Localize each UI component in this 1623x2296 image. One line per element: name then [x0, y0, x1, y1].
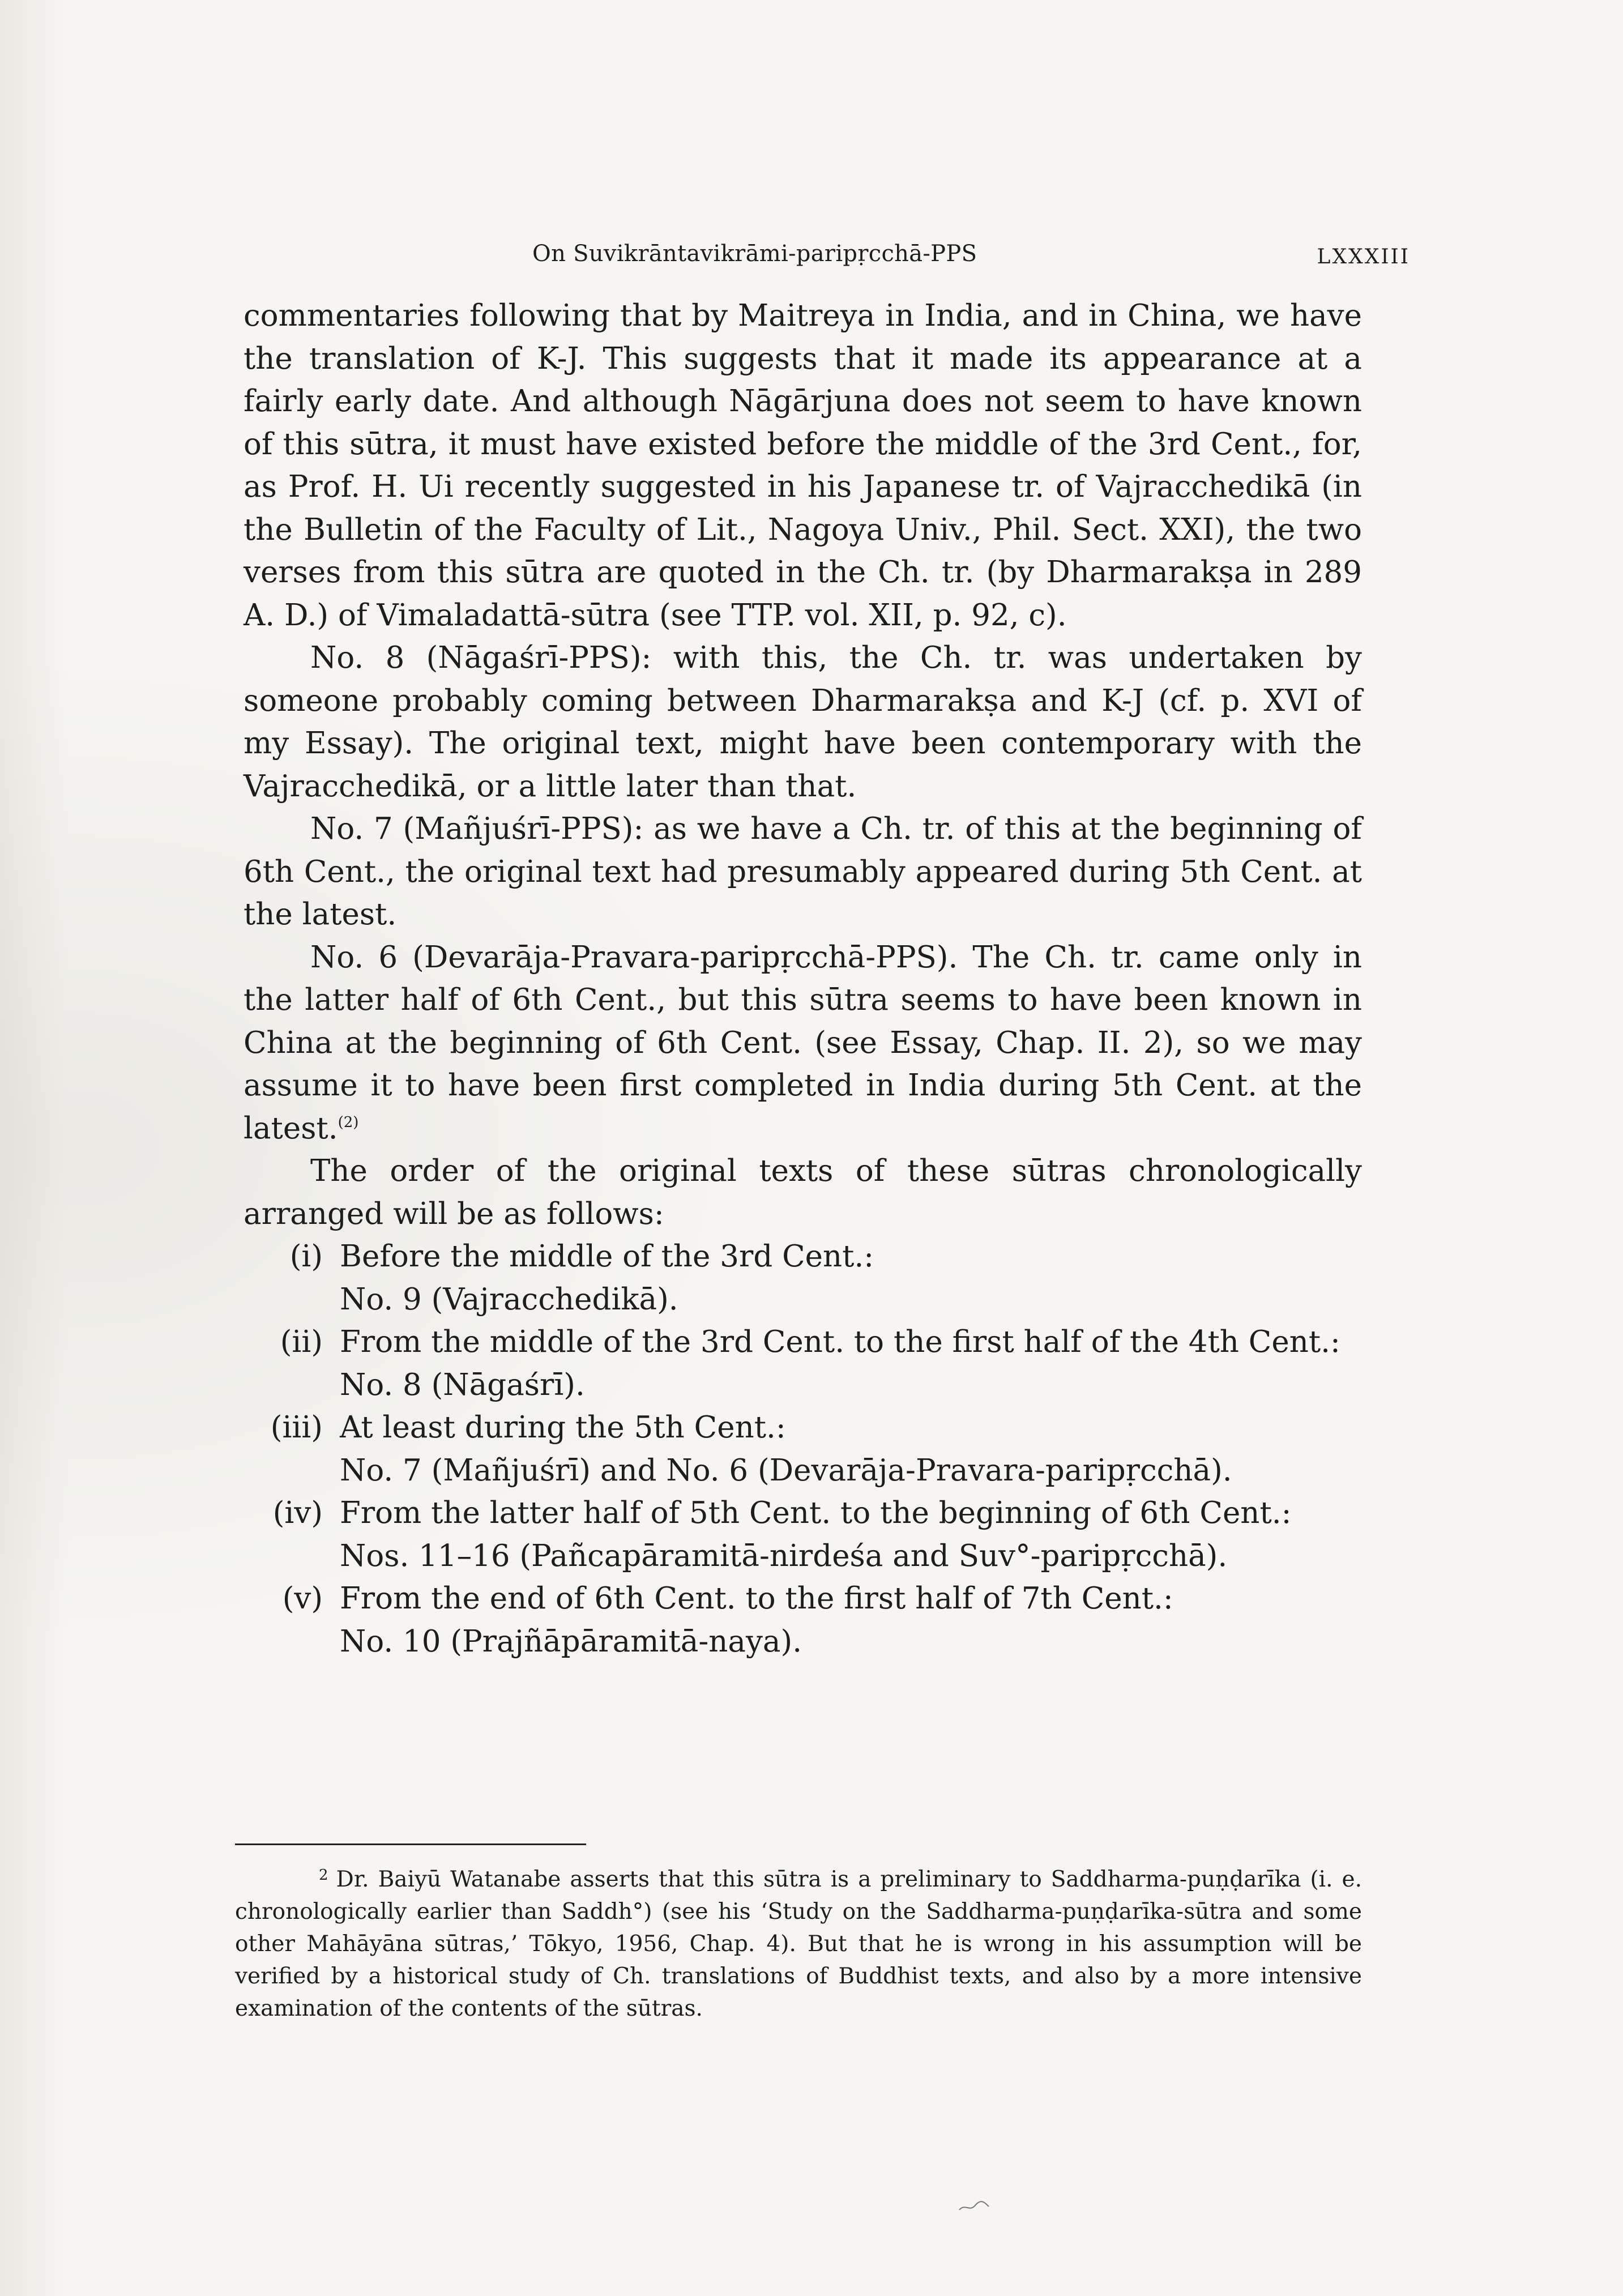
- list-item-period: Before the middle of the 3rd Cent.:: [340, 1239, 874, 1274]
- list-item-texts: Nos. 11–16 (Pañcapāramitā-nirdeśa and Suv°-paripṛcchā).: [340, 1538, 1228, 1573]
- list-item-texts: No. 9 (Vajracchedikā).: [340, 1282, 678, 1317]
- list-item-number: (i): [289, 1239, 323, 1274]
- list-item-period: From the middle of the 3rd Cent. to the first half of the 4th Cent.:: [340, 1325, 1340, 1359]
- page-number: LXXXIII: [1317, 245, 1410, 268]
- list-item-period: At least during the 5th Cent.:: [340, 1410, 786, 1445]
- paragraph-order-intro: The order of the original texts of these sūtras chronologically arranged will be as follows:: [244, 1154, 1362, 1231]
- list-item: [244, 1321, 1362, 1364]
- list-item: [244, 1406, 1362, 1449]
- paragraph-nagasri: No. 8 (Nāgaśrī-PPS): with this, the Ch. tr. was undertaken by someone probably coming between Dharmarakṣa and K-J (cf. p. XVI of my Essay). The original text, might have been contemporary with the Vajracchedikā, or a little later than that.: [244, 641, 1362, 804]
- list-item-texts: No. 7 (Mañjuśrī) and No. 6 (Devarāja-Pravara-paripṛcchā).: [340, 1453, 1232, 1488]
- pencil-mark-icon: [957, 2197, 991, 2214]
- list-item-number: (ii): [280, 1325, 323, 1359]
- list-item-number: (v): [282, 1581, 323, 1616]
- list-item: [244, 1577, 1362, 1620]
- footnote: [235, 1863, 1362, 2025]
- footnote-mark: 2: [319, 1867, 328, 1884]
- paragraph-continuation: commentaries following that by Maitreya in India, and in China, we have the translation of K-J. This suggests that it made its appearance at a fairly early date. And although Nāgārjuna does not seem to have known of this sūtra, it must have existed before the middle of the 3rd Cent., for, as Prof. H. Ui recently suggested in his Japanese tr. of Vajracchedikā (in the Bulletin of the Faculty of Lit., Nagoya Univ., Phil. Sect. XXI), the two verses from this sūtra are quoted in the Ch. tr. (by Dharmarakṣa in 289 A. D.) of Vimaladattā-sūtra (see TTP. vol. XII, p. 92, c).: [244, 298, 1362, 633]
- list-item-texts: No. 8 (Nāgaśrī).: [340, 1367, 585, 1402]
- list-item-number: (iv): [272, 1496, 323, 1530]
- paragraph-manjusri: No. 7 (Mañjuśrī-PPS): as we have a Ch. tr. of this at the beginning of 6th Cent., the original text had presumably appeared during 5th Cent. at the latest.: [244, 812, 1362, 932]
- main-text: [244, 295, 1362, 1663]
- running-title: On Suvikrāntavikrāmi-paripṛcchā-PPS: [532, 241, 977, 267]
- paragraph-devaraja-text: No. 6 (Devarāja-Pravara-paripṛcchā-PPS). The Ch. tr. came only in the latter half of 6th Cent., but this sūtra seems to have been known in China at the beginning of 6th Cent. (see Essay, Chap. II. 2), so we may assume it to have been first completed in India during 5th Cent. at the latest.: [244, 940, 1362, 1146]
- list-item-texts: No. 10 (Prajñāpāramitā-naya).: [340, 1624, 802, 1659]
- list-item-period: From the latter half of 5th Cent. to the beginning of 6th Cent.:: [340, 1496, 1292, 1530]
- list-item: [244, 1235, 1362, 1278]
- list-item-period: From the end of 6th Cent. to the first half of 7th Cent.:: [340, 1581, 1173, 1616]
- footnote-text: Dr. Baiyū Watanabe asserts that this sūtra is a preliminary to Saddharma-puṇḍarīka (i. e. chronologically earlier than Saddh°) (see his ‘Study on the Saddharma-puṇḍarīka-sūtra and some other Mahāyāna sūtras,’ Tōkyo, 1956, Chap. 4). But that he is wrong in his assumption will be verified by a historical study of Ch. translations of Buddhist texts, and also by a more intensive examination of the contents of the sūtras.: [235, 1867, 1362, 2021]
- list-item-number: (iii): [270, 1410, 323, 1445]
- footnote-reference: (2): [338, 1113, 359, 1131]
- chronology-list: [244, 1235, 1362, 1663]
- paragraph-devaraja: [244, 936, 1362, 1150]
- list-item: [244, 1492, 1362, 1535]
- footnote-divider: [235, 1843, 586, 1845]
